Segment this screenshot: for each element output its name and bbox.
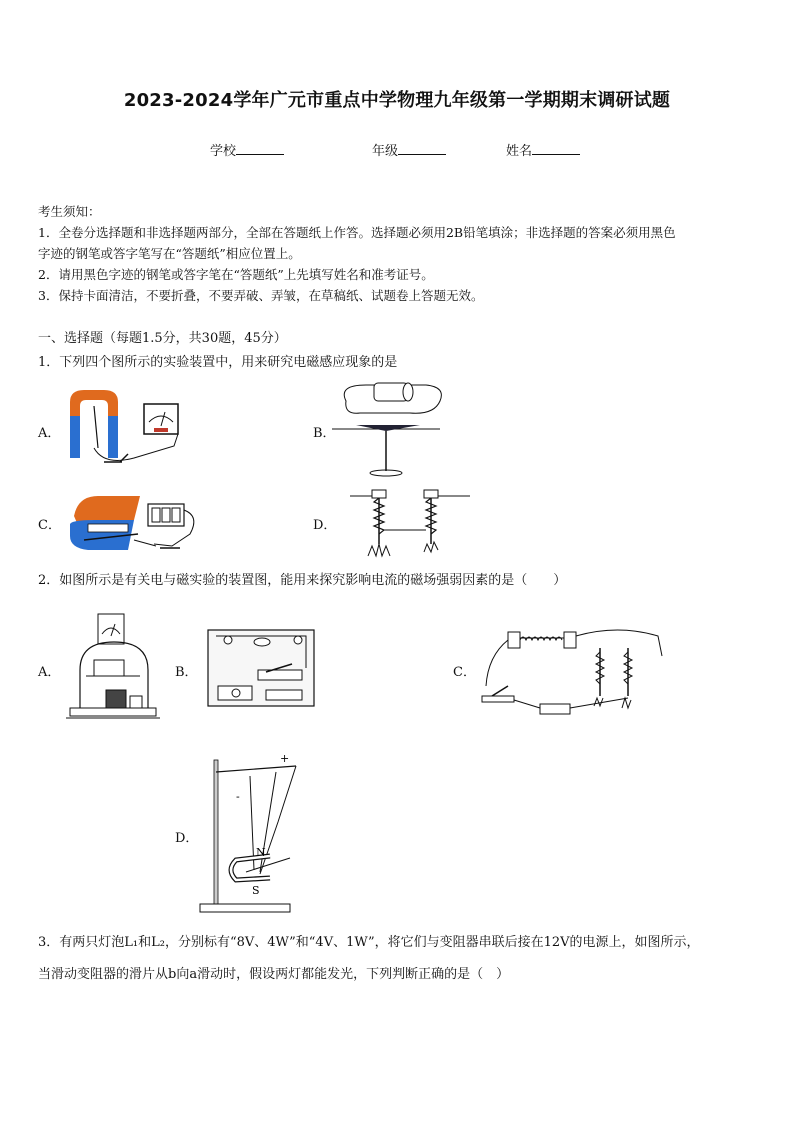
notice-item-3: 3．保持卡面清洁，不要折叠，不要弄破、弄皱，在草稿纸、试题卷上答题无效。 xyxy=(38,288,484,303)
notice-item-1: 1．全卷分选择题和非选择题两部分，全部在答题纸上作答。选择题必须用2B铅笔填涂；非选择题的答案必须用黑色 xyxy=(38,225,676,240)
minus-label: - xyxy=(236,790,240,803)
q1-option-d[interactable]: D． xyxy=(313,518,337,533)
q1-option-b[interactable]: B． xyxy=(313,426,336,441)
page-title: 2023-2024学年广元市重点中学物理九年级第一学期期末调研试题 xyxy=(123,90,671,111)
q2-figure-a xyxy=(66,612,162,724)
name-field xyxy=(506,140,580,159)
q2-option-a[interactable]: A． xyxy=(38,665,61,680)
notice-item-2: 2．请用黑色字迹的钢笔或答字笔在“答题纸”上先填写姓名和准考证号。 xyxy=(38,267,434,282)
q2-figure-c xyxy=(478,626,668,718)
q3-line-1: 3．有两只灯泡L₁和L₂，分别标有“8V、4W”和“4V、1W”，将它们与变阻器串联后接在12V的电源上，如图所示， xyxy=(38,935,700,950)
school-label: 学校 xyxy=(210,144,237,159)
q1-figure-c xyxy=(64,490,204,558)
grade-label: 年级 xyxy=(372,144,399,159)
q2-stem: 2．如图所示是有关电与磁实验的装置图，能用来探究影响电流的磁场强弱因素的是（ ） xyxy=(38,573,567,588)
q2-option-d[interactable]: D． xyxy=(175,831,199,846)
q1-figure-a xyxy=(64,386,194,468)
notice-heading: 考生须知： xyxy=(38,204,101,219)
school-blank xyxy=(236,142,284,155)
plus-label: + xyxy=(280,752,290,765)
notice-item-1-cont: 字迹的钢笔或答字笔写在“答题纸”相应位置上。 xyxy=(38,246,301,261)
name-blank xyxy=(532,142,580,155)
q2-option-b[interactable]: B． xyxy=(175,665,198,680)
q2-figure-d xyxy=(196,752,306,918)
q2-figure-b xyxy=(206,628,318,710)
school-field xyxy=(210,140,284,159)
name-label: 姓名 xyxy=(506,144,533,159)
q1-stem: 1．下列四个图所示的实验装置中，用来研究电磁感应现象的是 xyxy=(38,355,398,370)
q2-option-c[interactable]: C． xyxy=(453,665,476,680)
q1-figure-d xyxy=(344,486,474,560)
q3-line-2: 当滑动变阻器的滑片从b向a滑动时，假设两灯都能发光，下列判断正确的是（ ） xyxy=(38,967,510,982)
n-pole-label: N xyxy=(256,846,266,859)
q1-option-a[interactable]: A． xyxy=(38,426,61,441)
s-pole-label: S xyxy=(252,884,260,897)
grade-field xyxy=(372,140,446,159)
q1-figure-b xyxy=(330,381,450,481)
section-heading: 一、选择题（每题1.5分，共30题，45分） xyxy=(38,331,287,346)
q1-option-c[interactable]: C． xyxy=(38,518,61,533)
grade-blank xyxy=(398,142,446,155)
